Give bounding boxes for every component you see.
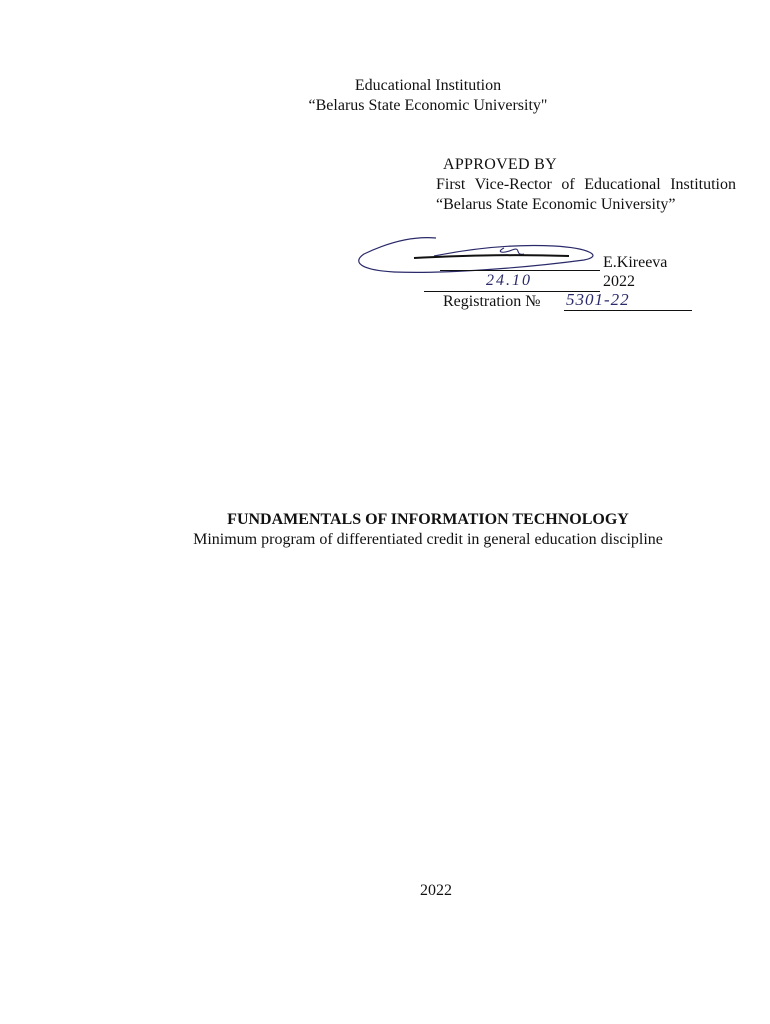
approved-heading: APPROVED BY <box>443 156 557 173</box>
registration-label: Registration № <box>443 293 541 310</box>
footer-year: 2022 <box>420 882 452 899</box>
handwritten-signature <box>354 232 604 282</box>
approval-block <box>436 155 736 215</box>
institution-line-2: “Belarus State Economic University" <box>308 97 548 114</box>
registration-line <box>564 310 692 311</box>
signatory-name: E.Kireeva <box>603 254 668 271</box>
handwritten-registration-number: 5301-22 <box>566 290 630 309</box>
document-title: FUNDAMENTALS OF INFORMATION TECHNOLOGY <box>227 511 629 528</box>
institution-header <box>0 76 770 116</box>
document-subtitle: Minimum program of differentiated credit in general education discipline <box>193 531 663 548</box>
handwritten-date: 24.10 <box>486 272 532 289</box>
approval-year: 2022 <box>603 273 635 290</box>
signature-line <box>440 270 600 271</box>
institution-line-1: Educational Institution <box>354 77 502 94</box>
approver-title: First Vice-Rector of Educational Institution “Belarus State Economic University” <box>436 176 736 213</box>
